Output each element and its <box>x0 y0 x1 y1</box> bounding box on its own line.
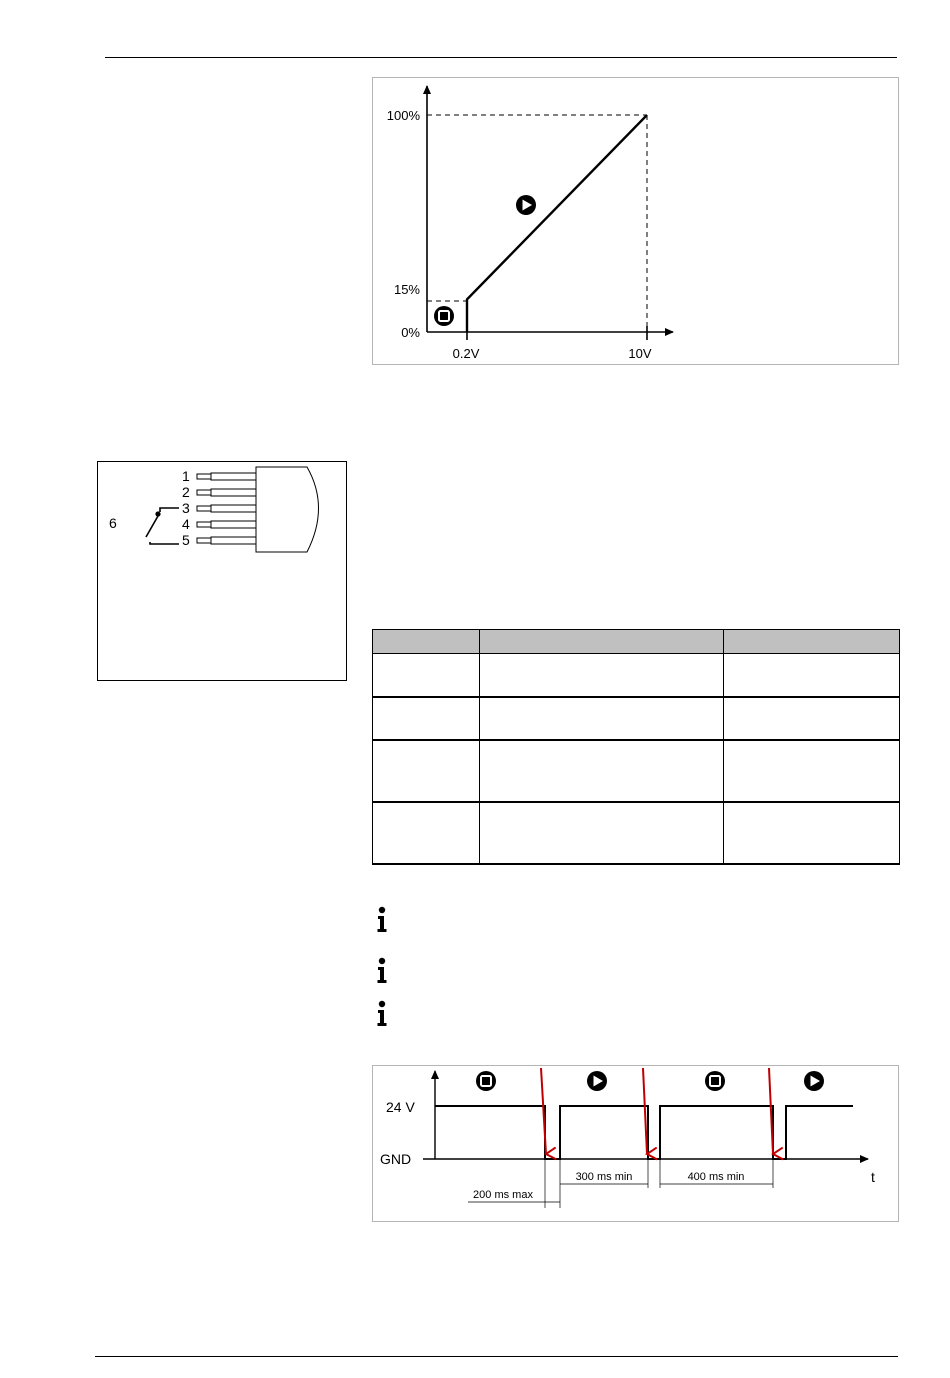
pin-2-lead <box>211 489 256 496</box>
pin-label-1: 1 <box>182 468 190 484</box>
table-row <box>373 740 900 802</box>
play-icon <box>516 195 536 215</box>
table-row <box>373 697 900 740</box>
table-header-cell <box>373 630 480 654</box>
x-tick-label-0-2v: 0.2V <box>452 346 480 361</box>
table-cell <box>724 802 900 864</box>
table-row <box>373 802 900 864</box>
connector-svg <box>98 462 348 682</box>
table-cell <box>373 740 480 802</box>
connector-diagram <box>97 461 347 681</box>
timing-label-200ms: 200 ms max <box>473 1189 533 1201</box>
timing-label-300ms: 300 ms min <box>575 1171 633 1183</box>
pin-label-2: 2 <box>182 484 190 500</box>
table-cell <box>480 654 724 697</box>
spec-table <box>372 629 900 865</box>
y-tick-label-0: 0% <box>401 325 420 340</box>
table-header-cell <box>724 630 900 654</box>
info-icon <box>375 906 389 934</box>
pin-label-3: 3 <box>182 500 190 516</box>
pin-label-5: 5 <box>182 532 190 548</box>
stop-icon <box>705 1071 725 1091</box>
timing-label-400ms: 400 ms min <box>687 1171 745 1183</box>
table-cell <box>373 654 480 697</box>
time-axis-label: t <box>871 1169 875 1185</box>
level-label-24v: 24 V <box>386 1099 415 1115</box>
switch-symbol <box>146 508 179 544</box>
table-cell <box>480 802 724 864</box>
voltage-speed-svg <box>373 78 900 366</box>
table-cell <box>724 740 900 802</box>
y-tick-label-100: 100% <box>386 108 420 123</box>
header-rule <box>105 57 897 58</box>
info-icon <box>375 1000 389 1028</box>
table-row <box>373 654 900 697</box>
table-cell <box>724 697 900 740</box>
pin-4-lead <box>211 521 256 528</box>
timing-svg <box>373 1066 900 1223</box>
switch-label: 6 <box>109 515 117 531</box>
info-icon <box>375 957 389 985</box>
pulse-arrow-2 <box>643 1068 647 1154</box>
voltage-speed-chart <box>372 77 899 365</box>
pin-2 <box>197 490 211 495</box>
pin-3 <box>197 506 211 511</box>
table-cell <box>724 654 900 697</box>
pin-4 <box>197 522 211 527</box>
pin-1 <box>197 474 211 479</box>
table-cell <box>480 697 724 740</box>
table-cell <box>480 740 724 802</box>
pulse-timing-diagram <box>372 1065 899 1222</box>
table-header-cell <box>480 630 724 654</box>
pin-5-lead <box>211 537 256 544</box>
level-label-gnd: GND <box>380 1151 412 1167</box>
table-cell <box>373 802 480 864</box>
pin-5 <box>197 538 211 543</box>
speed-curve <box>467 115 647 332</box>
stop-icon <box>434 306 454 326</box>
play-icon <box>587 1071 607 1091</box>
table-header-row <box>373 630 900 654</box>
x-tick-label-10v: 10V <box>628 346 652 361</box>
pin-1-lead <box>211 473 256 480</box>
play-icon <box>804 1071 824 1091</box>
signal-trace <box>435 1106 853 1159</box>
plug-body <box>256 467 319 552</box>
pin-3-lead <box>211 505 256 512</box>
connector-pins <box>197 473 256 544</box>
table-cell <box>373 697 480 740</box>
y-tick-label-15: 15% <box>393 282 420 297</box>
stop-icon <box>476 1071 496 1091</box>
footer-rule <box>95 1356 898 1357</box>
pin-label-4: 4 <box>182 516 190 532</box>
